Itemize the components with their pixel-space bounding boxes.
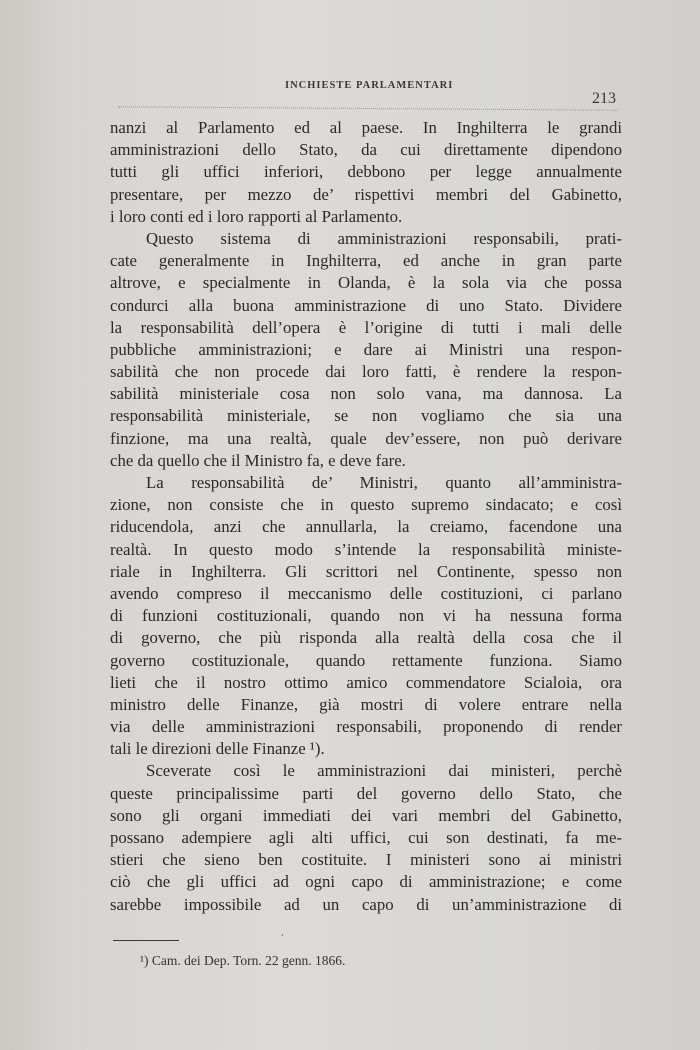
text-line: pubbliche amministrazioni; e dare ai Ministri una respon- (110, 339, 622, 359)
text-line: nanzi al Parlamento ed al paese. In Inghilterra le grandi (110, 118, 622, 137)
text-line: presentare, per mezzo de’ rispettivi membri del Gabinetto, (110, 184, 622, 204)
header-rule (118, 106, 618, 110)
text-line: sarebbe impossibile ad un capo di un’amministrazione di (110, 894, 622, 914)
text-line: di funzioni costituzionali, quando non vi ha nessuna forma (110, 606, 622, 626)
footnote-rule (113, 940, 179, 941)
text-line: sabilità ministeriale cosa non solo vana, ma dannosa. La (110, 384, 622, 404)
paragraph (110, 228, 622, 472)
page-number: 213 (592, 90, 616, 107)
text-line: finzione, ma una realtà, quale dev’essere, non può derivare (110, 428, 622, 448)
body-text (110, 117, 622, 916)
text-line: ciò che gli uffici ad ogni capo di amministrazione; e come (110, 872, 622, 892)
text-line: stieri che sieno ben costituite. I ministeri sono ai ministri (110, 850, 622, 870)
text-line: lieti che il nostro ottimo amico commendatore Scialoia, ora (110, 672, 622, 692)
text-line: possano adempiere agli alti uffici, cui son destinati, fa me- (110, 828, 622, 847)
text-line: avendo compreso il meccanismo delle costituzioni, ci parlano (110, 583, 622, 603)
text-line: tutti gli uffici inferiori, debbono per legge annualmente (110, 162, 622, 182)
text-line: governo costituzionale, quando rettamente funziona. Siamo (110, 650, 622, 670)
text-line: altrove, e specialmente in Olanda, è la sola via che possa (110, 273, 622, 293)
text-line: realtà. In questo modo s’intende la responsabilità ministe- (110, 539, 622, 559)
text-line: zione, non consiste che in questo supremo sindacato; e così (110, 495, 622, 515)
text-line: Questo sistema di amministrazioni responsabili, prati- (146, 228, 622, 248)
text-line: la responsabilità dell’opera è l’origine di tutti i mali delle (110, 317, 622, 337)
text-line: Sceverate così le amministrazioni dai ministeri, perchè (146, 761, 622, 781)
paragraph (110, 472, 622, 760)
text-line: condurci alla buona amministrazione di uno Stato. Dividere (110, 295, 622, 315)
text-line: amministrazioni dello Stato, da cui direttamente dipendono (110, 140, 622, 160)
text-line: sabilità che non procede dai loro fatti, è rendere la respon- (110, 362, 622, 382)
text-line: cate generalmente in Inghilterra, ed anche in gran parte (110, 251, 622, 271)
printer-mark: ‘ (281, 933, 284, 942)
running-head: INCHIESTE PARLAMENTARI (285, 80, 454, 91)
text-line: di governo, che più risponda alla realtà della cosa che il (110, 628, 622, 648)
text-line: sono gli organi immediati dei vari membri del Gabinetto, (110, 805, 622, 825)
text-line: via delle amministrazioni responsabili, proponendo di render (110, 717, 622, 737)
text-line: queste principalissime parti del governo dello Stato, che (110, 783, 622, 803)
text-line: tali le direzioni delle Finanze ¹). (110, 739, 325, 759)
paragraph (110, 117, 622, 228)
text-line: i loro conti ed i loro rapporti al Parlamento. (110, 206, 403, 226)
text-line: ministro delle Finanze, già mostri di volere entrare nella (110, 694, 622, 714)
footnote: ¹) Cam. dei Dep. Torn. 22 genn. 1866. (140, 953, 346, 968)
text-line: che da quello che il Ministro fa, e deve fare. (110, 450, 406, 470)
paragraph (110, 760, 622, 915)
text-line: riale in Inghilterra. Gli scrittori nel Continente, spesso non (110, 561, 622, 581)
text-line: riducendola, anzi che annullarla, la creiamo, facendone una (110, 517, 622, 537)
text-line: La responsabilità de’ Ministri, quanto all’amministra- (146, 473, 622, 492)
text-line: responsabilità ministeriale, se non vogliamo che sia una (110, 406, 622, 426)
